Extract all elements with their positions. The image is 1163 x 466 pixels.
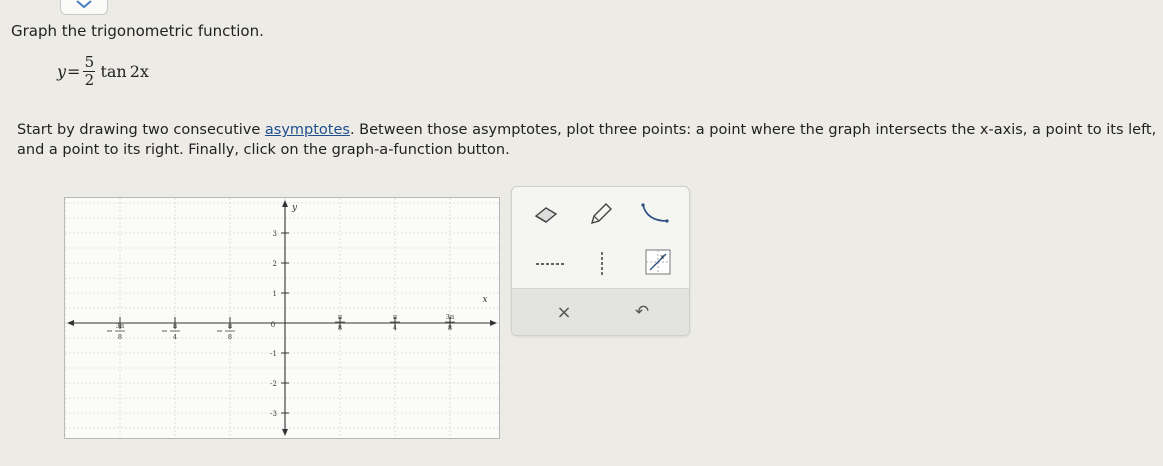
chevron-down-icon [74, 0, 94, 9]
collapse-toggle[interactable] [60, 0, 108, 15]
equation-arg: 2x [129, 62, 149, 81]
x-tick-numerator: 3π [115, 322, 125, 330]
dashed-line-tool[interactable] [530, 247, 570, 281]
x-tick-denominator: 4 [392, 324, 398, 332]
svg-text:x: x [660, 253, 665, 261]
toolbar-actions [512, 288, 689, 335]
x-axis-label: x [482, 295, 488, 305]
clear-button[interactable]: × [556, 301, 572, 323]
equation-equals: = [67, 62, 81, 81]
question-title: Graph the trigonometric function. [11, 22, 264, 40]
x-axis-arrow-right [490, 320, 497, 326]
equation [57, 54, 149, 89]
graph-function-button[interactable] [638, 245, 678, 279]
equation-fraction [83, 54, 95, 89]
x-tick-numerator: π [337, 313, 343, 321]
equation-numerator: 5 [84, 53, 95, 71]
vertical-asymptote-tool[interactable] [582, 247, 622, 281]
origin-label: 0 [270, 321, 276, 329]
equation-denominator: 2 [84, 71, 95, 89]
x-tick-denominator: 8 [337, 324, 343, 332]
undo-button[interactable]: ↶ [634, 302, 650, 322]
curve-tool[interactable] [634, 197, 674, 231]
y-tick-label: 2 [272, 260, 277, 268]
eraser-tool[interactable] [526, 197, 566, 231]
instructions-text-2: . Between those asymptotes, plot three points: a point where the graph intersects the x-axis, a point to its left, and a point to its right. Finally, click on the graph-a-function button. [17, 122, 1157, 158]
dashed-line-icon [534, 259, 566, 269]
y-axis-arrow-up [282, 200, 288, 207]
x-tick-denominator: 8 [227, 333, 233, 341]
x-tick-numerator: π [172, 322, 178, 330]
eraser-icon [532, 204, 560, 224]
graph-canvas[interactable] [64, 197, 500, 439]
y-tick-label: -2 [270, 380, 277, 388]
instructions [17, 120, 1157, 160]
y-tick-label: -3 [270, 410, 277, 418]
graph-function-icon [644, 248, 672, 276]
y-axis-label: y [292, 203, 298, 213]
graph-toolbar [511, 186, 690, 336]
x-tick-numerator: π [227, 322, 233, 330]
x-axis-arrow-left [67, 320, 74, 326]
x-tick-denominator: 8 [117, 333, 123, 341]
asymptotes-link[interactable]: asymptotes [264, 122, 350, 138]
y-tick-label: 3 [272, 230, 277, 238]
pencil-tool[interactable] [580, 197, 620, 231]
graph-grid[interactable] [65, 198, 499, 438]
instructions-text-1: Start by drawing two consecutive [17, 122, 265, 138]
y-tick-label: 1 [272, 290, 277, 298]
y-tick-label: -1 [270, 350, 277, 358]
y-axis-arrow-down [282, 429, 288, 436]
curve-icon [637, 201, 671, 227]
x-tick-numerator: π [392, 313, 398, 321]
x-tick-numerator: 3π [445, 313, 455, 321]
equation-lhs: y [57, 62, 67, 81]
vertical-asymptote-icon [597, 250, 607, 278]
pencil-icon [586, 201, 614, 227]
equation-func: tan [100, 62, 127, 81]
x-tick-denominator: 8 [447, 324, 453, 332]
x-tick-denominator: 4 [172, 333, 178, 341]
